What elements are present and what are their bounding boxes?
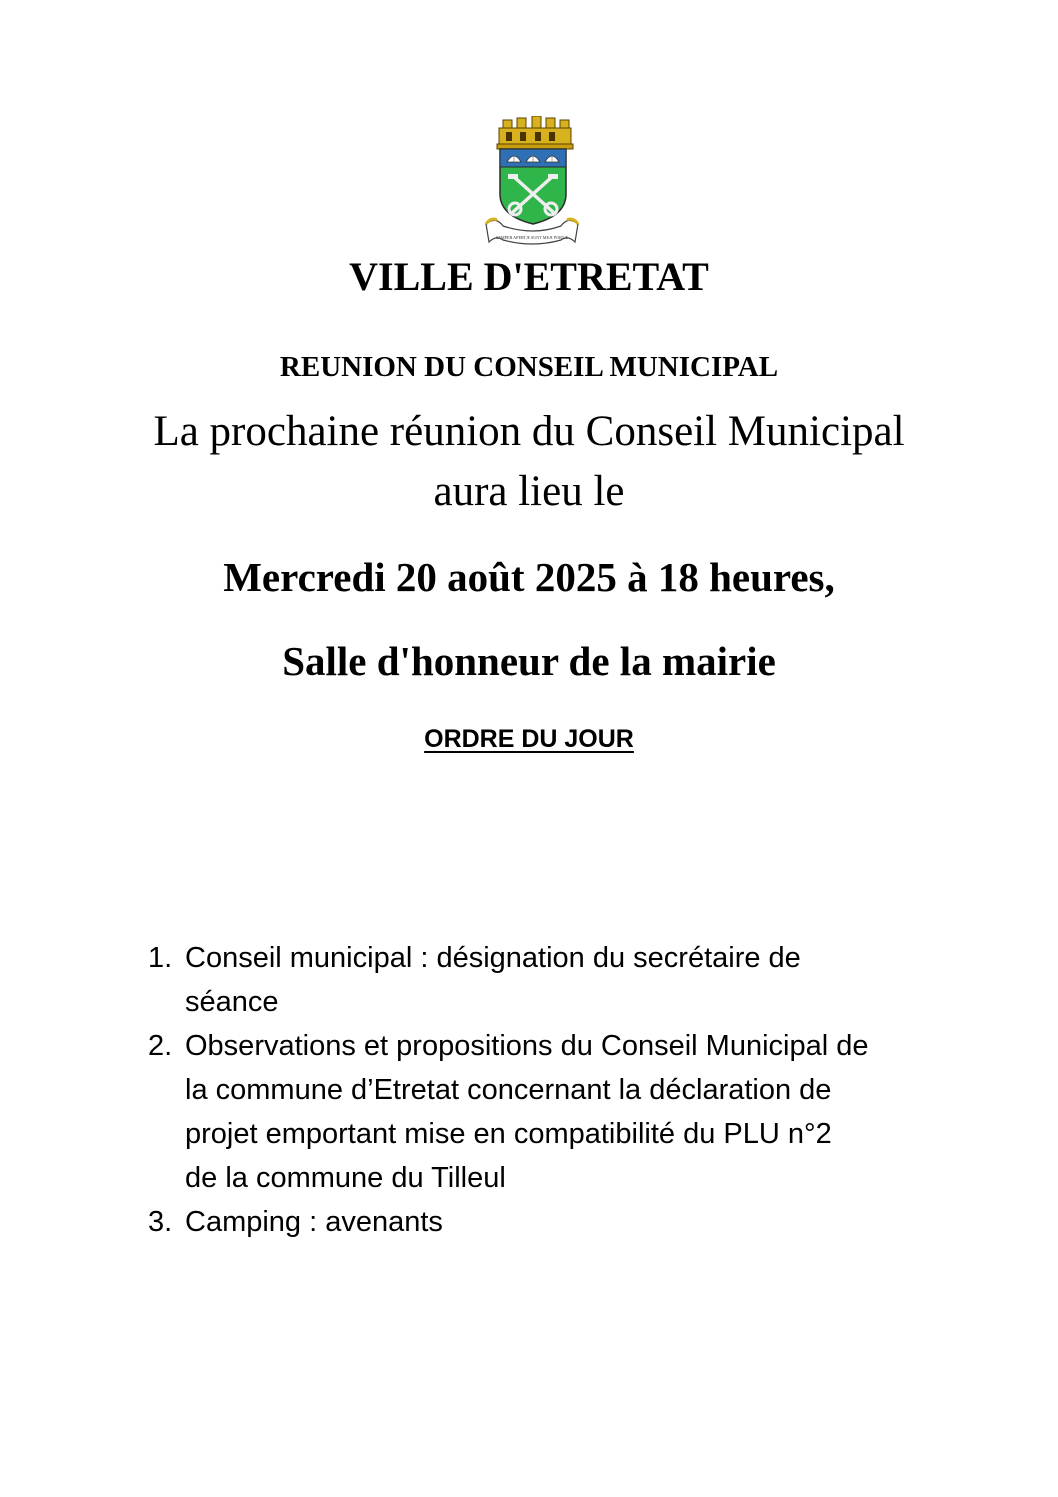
meeting-date: Mercredi 20 août 2025 à 18 heures,: [223, 554, 835, 600]
agenda-item-2: [148, 1024, 978, 1200]
agenda-item-3: [148, 1200, 978, 1244]
meeting-location: Salle d'honneur de la mairie: [282, 638, 776, 684]
announcement-line-2: aura lieu le: [433, 468, 625, 515]
crest-motto: SEMPER APERTÆ SUNT MEÆ PORTÆ: [495, 235, 569, 240]
agenda-heading: ORDRE DU JOUR: [424, 725, 634, 753]
town-name: VILLE D'ETRETAT: [349, 254, 709, 299]
etretat-coat-of-arms-icon: [483, 116, 581, 248]
agenda-item-number: 1.: [148, 942, 173, 974]
agenda-item-number: 3.: [148, 1206, 173, 1238]
agenda-list: [148, 936, 978, 1244]
agenda-item-text: Conseil municipal : désignation du secrétaire de séance: [185, 942, 801, 1018]
announcement-line-1: La prochaine réunion du Conseil Municipal: [153, 408, 905, 455]
agenda-item-1: [148, 936, 978, 1024]
agenda-item-text: Camping : avenants: [185, 1206, 443, 1238]
agenda-item-number: 2.: [148, 1030, 173, 1062]
agenda-item-text: Observations et propositions du Conseil Municipal de la commune d’Etretat concernant la déclaration de projet emportant mise en compatibilité du PLU n°2 de la commune du Tilleul: [185, 1030, 869, 1194]
meeting-heading: REUNION DU CONSEIL MUNICIPAL: [279, 351, 779, 383]
